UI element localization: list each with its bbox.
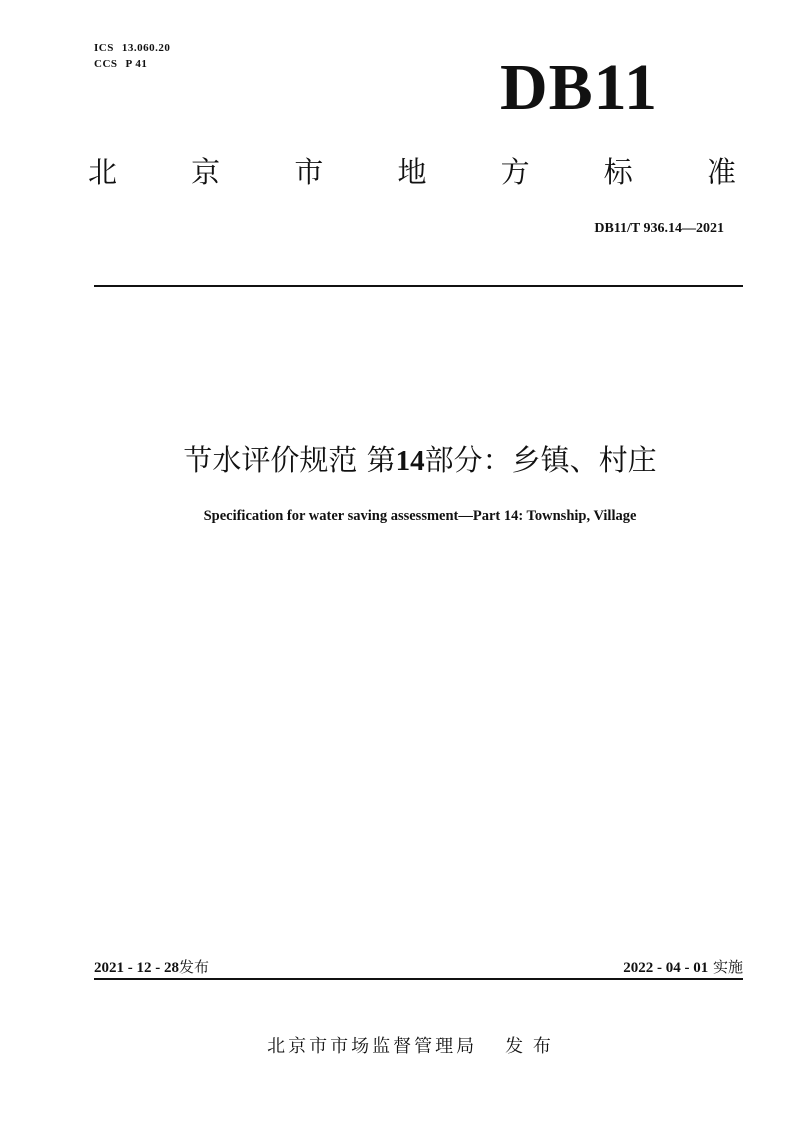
issue-date-block xyxy=(94,957,209,978)
implement-label: 实施 xyxy=(712,958,743,976)
issue-label: 发布 xyxy=(179,958,210,976)
ccs-label: CCS xyxy=(94,58,118,70)
standard-type-char: 方 xyxy=(500,155,530,189)
issuer-organization: 北京市市场监督管理局 xyxy=(267,1036,478,1057)
title-part-number: 14 xyxy=(395,445,425,477)
standard-type-char: 北 xyxy=(88,155,118,189)
standard-type-heading xyxy=(88,152,736,192)
issue-date: 2021 - 12 - 28 xyxy=(94,960,179,976)
title-cn-suffix: 部分：乡镇、村庄 xyxy=(424,443,657,477)
ics-code: 13.060.20 xyxy=(121,42,171,54)
header-divider xyxy=(94,285,743,287)
issuer-action: 发 布 xyxy=(505,1036,553,1057)
implement-date: 2022 - 04 - 01 xyxy=(623,960,709,976)
ccs-code-line xyxy=(94,56,170,72)
standard-type-char: 准 xyxy=(706,155,736,189)
classification-codes xyxy=(94,40,170,72)
ccs-code: P 41 xyxy=(125,58,148,70)
title-chinese xyxy=(0,438,800,483)
standard-type-char: 地 xyxy=(397,155,427,189)
title-cn-prefix: 节水评价规范 第 xyxy=(183,443,396,477)
standard-type-char: 京 xyxy=(191,155,221,189)
standard-type-char: 标 xyxy=(603,155,633,189)
ics-label: ICS xyxy=(94,42,114,54)
implement-date-block xyxy=(623,957,743,978)
standard-type-char: 市 xyxy=(294,155,324,189)
title-english: Specification for water saving assessment—Part 14: Township, Village xyxy=(203,508,637,524)
standard-number: DB11/T 936.14—2021 xyxy=(594,221,724,236)
issuer-line xyxy=(0,1034,800,1060)
standard-mark: DB11 xyxy=(500,51,659,124)
ics-code-line xyxy=(94,40,170,56)
footer-divider xyxy=(94,978,743,980)
